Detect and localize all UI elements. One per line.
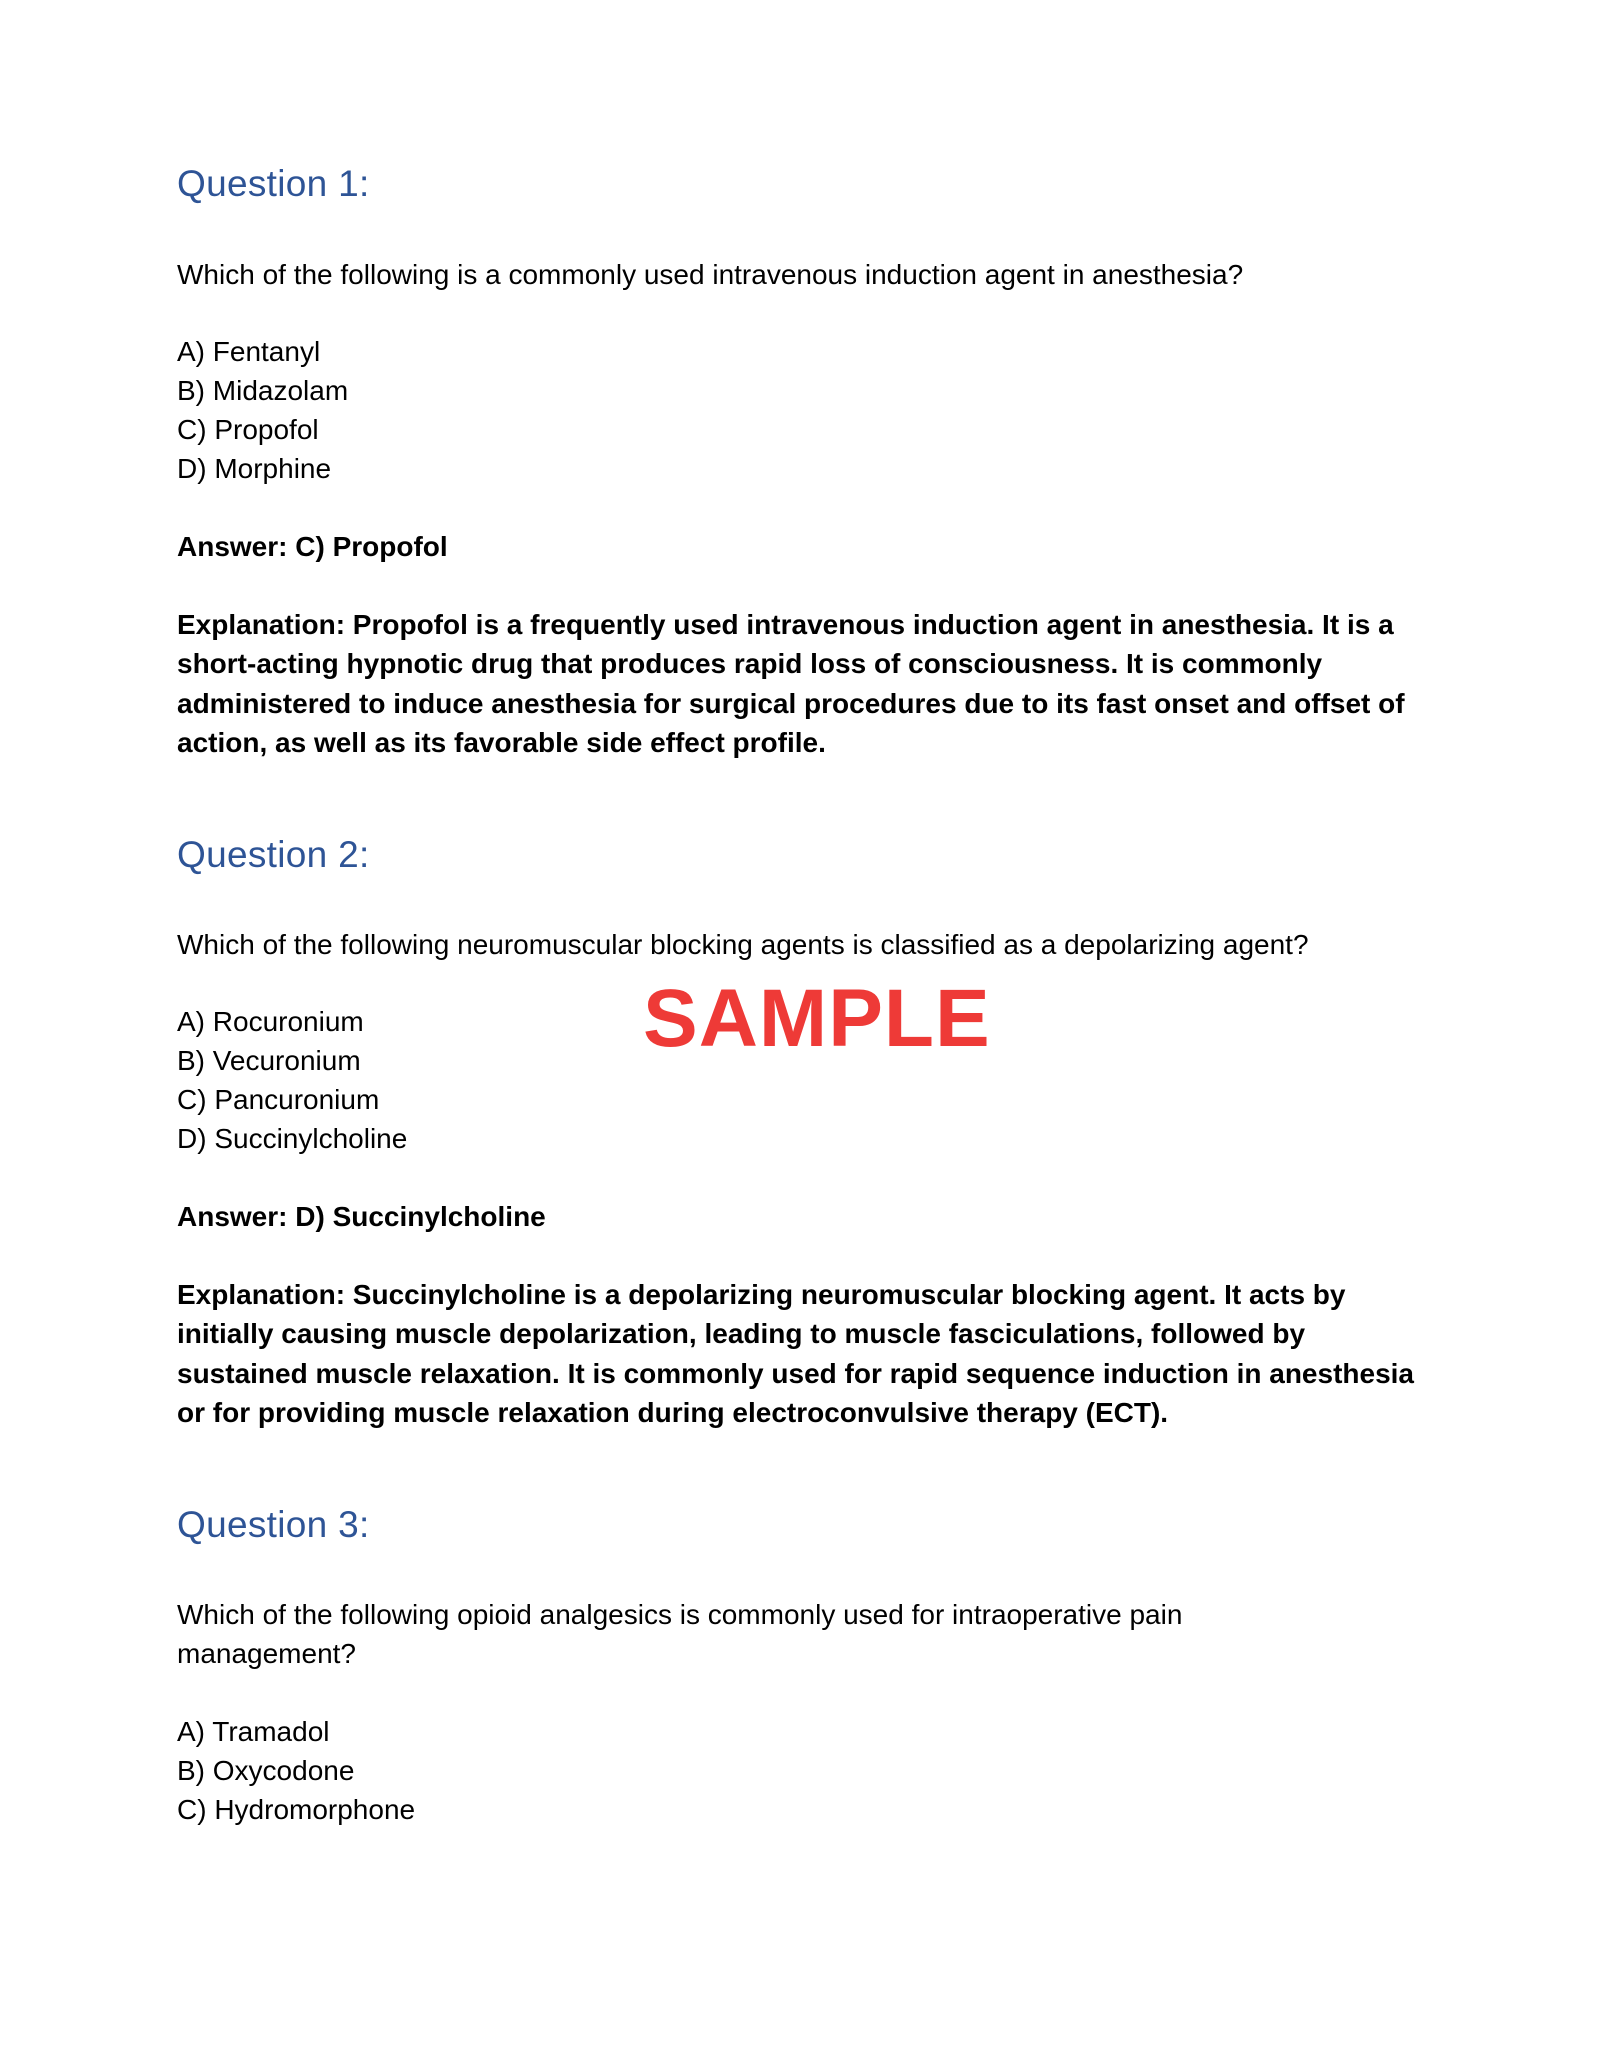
question-2-option-d: D) Succinylcholine bbox=[177, 1123, 408, 1154]
question-2-text-line: Which of the following neuromuscular blocking agents is classified as a depolarizing agent? bbox=[177, 929, 1309, 960]
question-3-option-b: B) Oxycodone bbox=[177, 1755, 355, 1786]
question-3-options bbox=[177, 1712, 415, 1829]
question-3-heading: Question 3: bbox=[177, 1504, 370, 1545]
question-1-option-d: D) Morphine bbox=[177, 453, 332, 484]
question-2-answer: Answer: D) Succinylcholine bbox=[177, 1201, 546, 1232]
question-1-answer: Answer: C) Propofol bbox=[177, 531, 448, 562]
question-2-option-a: A) Rocuronium bbox=[177, 1006, 364, 1037]
question-1-text-line: Which of the following is a commonly used intravenous induction agent in anesthesia? bbox=[177, 259, 1244, 290]
question-3-option-c: C) Hydromorphone bbox=[177, 1794, 416, 1825]
question-1-explanation-line: action, as well as its favorable side effect profile. bbox=[177, 726, 826, 758]
question-2-explanation-line: initially causing muscle depolarization, leading to muscle fasciculations, followed by bbox=[177, 1318, 1306, 1350]
question-2-explanation-line: or for providing muscle relaxation during electroconvulsive therapy (ECT). bbox=[177, 1396, 1169, 1428]
question-1-explanation-line: administered to induce anesthesia for surgical procedures due to its fast onset and offset of bbox=[177, 687, 1405, 719]
sample-watermark: SAMPLE bbox=[643, 973, 991, 1064]
question-1-text bbox=[177, 255, 1243, 294]
question-2-heading: Question 2: bbox=[177, 834, 370, 875]
question-2-option-c: C) Pancuronium bbox=[177, 1084, 380, 1115]
question-2-explanation-line: Explanation: Succinylcholine is a depolarizing neuromuscular blocking agent. It acts by bbox=[177, 1279, 1346, 1310]
question-1-option-c: C) Propofol bbox=[177, 414, 319, 445]
question-1-explanation-line: short-acting hypnotic drug that produces rapid loss of consciousness. It is commonly bbox=[177, 648, 1323, 680]
question-2-option-b: B) Vecuronium bbox=[177, 1045, 361, 1076]
question-1-option-a: A) Fentanyl bbox=[177, 336, 321, 367]
question-2-options bbox=[177, 1002, 407, 1158]
question-2-explanation bbox=[177, 1275, 1417, 1432]
question-3-text bbox=[177, 1595, 1182, 1673]
question-1-option-b: B) Midazolam bbox=[177, 375, 349, 406]
question-3-option-a: A) Tramadol bbox=[177, 1716, 330, 1747]
question-1-explanation bbox=[177, 605, 1417, 762]
question-3-text-line: Which of the following opioid analgesics is commonly used for intraoperative pain bbox=[177, 1599, 1183, 1630]
question-2-text bbox=[177, 925, 1309, 964]
question-1-options bbox=[177, 332, 348, 488]
question-3-text-line: management? bbox=[177, 1638, 357, 1669]
question-1-heading: Question 1: bbox=[177, 163, 370, 204]
question-1-explanation-line: Explanation: Propofol is a frequently used intravenous induction agent in anesthesia. It is a bbox=[177, 609, 1394, 640]
question-2-explanation-line: sustained muscle relaxation. It is commonly used for rapid sequence induction in anesthesia bbox=[177, 1357, 1414, 1389]
